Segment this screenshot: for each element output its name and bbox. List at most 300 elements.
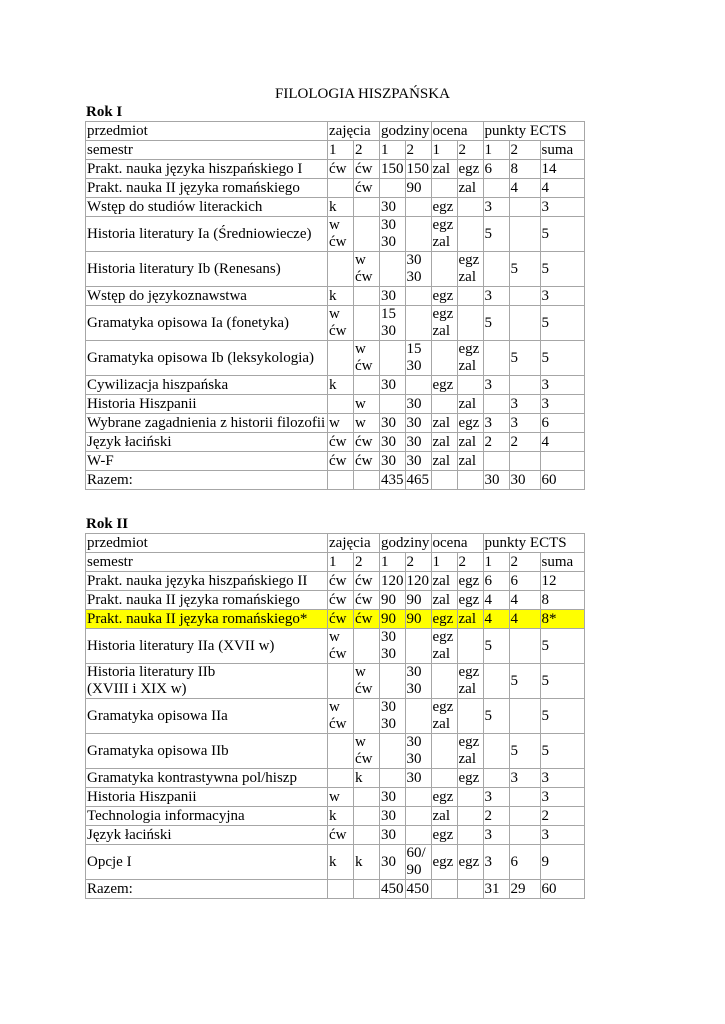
table-cell <box>483 179 509 198</box>
subject-cell: W-F <box>86 452 328 471</box>
subject-cell: Prakt. nauka II języka romańskiego <box>86 591 328 610</box>
table-cell <box>328 217 354 252</box>
table-cell: 5 <box>509 341 540 376</box>
cell-line: egz <box>432 217 454 233</box>
table-cell <box>483 341 509 376</box>
table-cell <box>457 826 483 845</box>
table-cell: egz <box>431 287 457 306</box>
table-cell <box>354 734 380 769</box>
cell-line: 30 <box>381 629 396 645</box>
table-cell: zal <box>457 610 483 629</box>
table-subheader-row <box>86 553 585 572</box>
table-cell: egz <box>457 160 483 179</box>
table-cell: 5 <box>483 629 509 664</box>
table-row <box>86 306 585 341</box>
table-cell <box>457 699 483 734</box>
table-cell <box>457 376 483 395</box>
table-cell: ćw <box>328 610 354 629</box>
table-row <box>86 376 585 395</box>
table-cell <box>483 395 509 414</box>
table-cell: zajęcia <box>328 534 380 553</box>
table-cell: egz <box>431 610 457 629</box>
subject-cell: Razem: <box>86 880 328 899</box>
table-cell: 3 <box>540 826 584 845</box>
cell-line: 30 <box>406 358 422 374</box>
subject-cell: Historia Hiszpanii <box>86 788 328 807</box>
table-cell: ćw <box>328 572 354 591</box>
table-cell <box>380 664 406 699</box>
table-cell: 5 <box>540 664 584 699</box>
table-cell <box>457 788 483 807</box>
table-cell: ćw <box>328 452 354 471</box>
table-cell: 4 <box>509 591 540 610</box>
subject-cell: Razem: <box>86 471 328 490</box>
table-cell: zal <box>431 414 457 433</box>
table-cell <box>405 252 431 287</box>
table-cell: ćw <box>354 179 380 198</box>
subject-cell: przedmiot <box>86 534 328 553</box>
table-cell: 1 <box>380 141 406 160</box>
table-cell <box>405 341 431 376</box>
table-cell: 2 <box>354 553 380 572</box>
table-cell <box>431 769 457 788</box>
table-cell: w <box>354 414 380 433</box>
table-cell <box>509 376 540 395</box>
cell-line: egz <box>458 341 480 357</box>
table-cell: 3 <box>483 788 509 807</box>
table-cell: 5 <box>540 629 584 664</box>
section-heading-year1: Rok I <box>86 104 123 120</box>
subject-cell: Gramatyka opisowa IIa <box>86 699 328 734</box>
cell-line: w <box>329 699 340 715</box>
table-cell: w <box>328 414 354 433</box>
table-cell <box>431 341 457 376</box>
table-row <box>86 664 585 699</box>
cell-line: Historia literatury IIb <box>87 664 216 680</box>
table-cell: 4 <box>509 610 540 629</box>
table-cell <box>457 880 483 899</box>
table-cell <box>328 664 354 699</box>
table-cell <box>483 769 509 788</box>
cell-line: ćw <box>355 751 373 767</box>
table-cell: k <box>328 198 354 217</box>
table-cell <box>354 807 380 826</box>
table-cell: ocena <box>431 122 483 141</box>
table-cell: 2 <box>457 141 483 160</box>
table-cell <box>431 664 457 699</box>
table-cell: k <box>328 287 354 306</box>
cell-line: w <box>329 217 340 233</box>
table-cell: 5 <box>483 306 509 341</box>
table-cell: 1 <box>431 553 457 572</box>
table-cell: 120 <box>381 572 404 589</box>
cell-line: zal <box>458 681 476 697</box>
table-row <box>86 807 585 826</box>
subject-cell: Prakt. nauka II języka romańskiego <box>86 179 328 198</box>
table-cell: 6 <box>483 160 509 179</box>
cell-line: 30 <box>381 716 396 732</box>
subject-cell: Gramatyka opisowa IIb <box>86 734 328 769</box>
cell-line: ćw <box>355 358 373 374</box>
table-row <box>86 160 585 179</box>
table-cell <box>380 395 406 414</box>
cell-line: w <box>355 734 366 750</box>
table-cell <box>380 306 406 341</box>
cell-line: zal <box>432 716 450 732</box>
subject-cell: przedmiot <box>86 122 328 141</box>
table-cell: 2 <box>483 807 509 826</box>
table-cell: 30 <box>380 433 406 452</box>
table-cell: 6 <box>509 572 540 591</box>
table-cell: suma <box>540 553 584 572</box>
table-cell: 90 <box>405 179 431 198</box>
table-cell: zal <box>431 807 457 826</box>
table-cell: 6 <box>483 572 509 591</box>
table-cell <box>354 664 380 699</box>
table-cell: 5 <box>540 341 584 376</box>
table-cell: 450 <box>381 880 404 897</box>
table-cell: k <box>328 807 354 826</box>
table-cell: w <box>328 788 354 807</box>
cell-line: 30 <box>406 751 422 767</box>
cell-line: egz <box>432 699 454 715</box>
table-cell: k <box>354 769 380 788</box>
table-cell <box>483 252 509 287</box>
table-cell <box>457 252 483 287</box>
table-row <box>86 287 585 306</box>
table-cell: 4 <box>540 433 584 452</box>
table-cell: 30 <box>380 287 406 306</box>
cell-line: 30 <box>406 269 422 285</box>
table-cell: egz <box>431 376 457 395</box>
table-row <box>86 341 585 376</box>
table-cell <box>328 880 354 899</box>
table-row <box>86 452 585 471</box>
table-cell: 6 <box>509 845 540 880</box>
cell-line: w <box>355 252 366 268</box>
table-cell: zal <box>457 433 483 452</box>
table-cell: ćw <box>328 160 354 179</box>
subject-cell: semestr <box>86 553 328 572</box>
table-cell: 90 <box>380 591 406 610</box>
table-cell: 5 <box>483 217 509 252</box>
table-cell <box>380 179 406 198</box>
table-cell <box>509 217 540 252</box>
cell-line: 15 <box>381 306 396 322</box>
table-row <box>86 769 585 788</box>
subject-cell <box>86 664 328 699</box>
table-cell: egz <box>457 845 483 880</box>
table-cell: egz <box>431 198 457 217</box>
table-cell: 435 <box>381 471 404 488</box>
table-cell: punkty ECTS <box>483 122 584 141</box>
table-row <box>86 788 585 807</box>
table-cell: 3 <box>540 198 584 217</box>
table-row <box>86 395 585 414</box>
table-row <box>86 572 585 591</box>
table-cell: 30 <box>509 471 540 490</box>
cell-line: w <box>355 664 366 680</box>
table-cell: 1 <box>483 141 509 160</box>
cell-line: 30 <box>406 734 422 750</box>
table-cell <box>354 252 380 287</box>
table-cell <box>354 880 380 899</box>
table-cell: ćw <box>354 610 380 629</box>
table-cell: k <box>328 376 354 395</box>
table-cell <box>405 306 431 341</box>
subject-cell: Historia literatury Ib (Renesans) <box>86 252 328 287</box>
table-cell: 2 <box>509 433 540 452</box>
table-cell: 1 <box>328 141 354 160</box>
table-cell <box>328 629 354 664</box>
table-cell <box>540 452 584 471</box>
table-row <box>86 179 585 198</box>
table-row <box>86 826 585 845</box>
table-cell: 4 <box>509 179 540 198</box>
table-cell <box>405 287 431 306</box>
cell-line: egz <box>458 664 480 680</box>
table-cell <box>380 341 406 376</box>
table-cell: 3 <box>483 826 509 845</box>
cell-line: 30 <box>381 646 396 662</box>
table-cell: 3 <box>509 769 540 788</box>
table-cell <box>431 179 457 198</box>
table-cell <box>431 734 457 769</box>
table-cell: godziny <box>381 534 430 551</box>
table-cell: punkty ECTS <box>483 534 584 553</box>
table-cell <box>354 306 380 341</box>
table-cell <box>457 807 483 826</box>
cell-line: ćw <box>329 323 347 339</box>
table-cell: 3 <box>540 376 584 395</box>
table-cell: ćw <box>328 591 354 610</box>
table-cell: 4 <box>540 179 584 198</box>
table-cell <box>431 699 457 734</box>
subject-cell: Cywilizacja hiszpańska <box>86 376 328 395</box>
table-cell <box>328 341 354 376</box>
table-cell: 2 <box>457 553 483 572</box>
curriculum-table-year2 <box>85 533 585 899</box>
table-cell <box>380 699 406 734</box>
table-cell <box>328 769 354 788</box>
subject-cell: Opcje I <box>86 845 328 880</box>
table-cell <box>354 217 380 252</box>
table-cell: 150 <box>406 160 429 177</box>
table-cell: 31 <box>483 880 509 899</box>
table-cell: 5 <box>540 217 584 252</box>
table-cell <box>380 769 406 788</box>
table-cell: 3 <box>483 414 509 433</box>
table-cell: 3 <box>540 287 584 306</box>
cell-line: 15 <box>406 341 422 357</box>
table-cell: 2 <box>405 553 431 572</box>
table-cell: egz <box>457 572 483 591</box>
table-cell: egz <box>431 826 457 845</box>
table-cell <box>354 341 380 376</box>
subject-cell: semestr <box>86 141 328 160</box>
subject-cell: Gramatyka opisowa Ia (fonetyka) <box>86 306 328 341</box>
table-cell: 30 <box>380 198 406 217</box>
table-cell <box>405 699 431 734</box>
table-row <box>86 252 585 287</box>
table-cell <box>405 826 431 845</box>
table-cell <box>457 664 483 699</box>
table-cell: 1 <box>431 141 457 160</box>
table-cell: 120 <box>406 572 429 589</box>
table-cell: zal <box>457 395 483 414</box>
table-cell: 30 <box>380 788 406 807</box>
cell-line: 30 <box>406 252 422 268</box>
table-cell: 150 <box>381 160 404 177</box>
table-cell <box>405 217 431 252</box>
table-cell <box>509 629 540 664</box>
table-cell <box>354 471 380 490</box>
table-cell <box>457 217 483 252</box>
table-cell <box>328 179 354 198</box>
table-cell: 3 <box>540 788 584 807</box>
table-row <box>86 845 585 880</box>
table-cell: 30 <box>380 845 406 880</box>
table-cell: 3 <box>540 769 584 788</box>
table-row <box>86 433 585 452</box>
table-row <box>86 610 585 629</box>
table-cell <box>483 452 509 471</box>
table-cell <box>328 252 354 287</box>
table-cell <box>457 198 483 217</box>
table-cell: zal <box>457 452 483 471</box>
cell-line: w <box>355 341 366 357</box>
table-cell <box>354 826 380 845</box>
subject-cell: Historia literatury IIa (XVII w) <box>86 629 328 664</box>
table-cell <box>328 699 354 734</box>
cell-line: 30 <box>406 664 422 680</box>
table-cell: egz <box>457 414 483 433</box>
table-cell: 2 <box>354 141 380 160</box>
table-cell: 30 <box>483 471 509 490</box>
table-cell <box>380 217 406 252</box>
table-cell <box>380 734 406 769</box>
table-cell: 4 <box>483 591 509 610</box>
cell-line: 30 <box>381 234 396 250</box>
table-cell: ćw <box>328 826 354 845</box>
table-cell: 5 <box>540 306 584 341</box>
table-cell <box>380 629 406 664</box>
section-heading-year2: Rok II <box>86 516 129 532</box>
table-cell <box>483 734 509 769</box>
table-cell <box>483 664 509 699</box>
table-cell <box>431 880 457 899</box>
table-cell <box>431 306 457 341</box>
table-cell: egz <box>457 769 483 788</box>
table-cell: 3 <box>509 395 540 414</box>
cell-line: zal <box>458 751 476 767</box>
table-cell <box>328 734 354 769</box>
table-cell: 5 <box>540 734 584 769</box>
table-cell: 3 <box>483 287 509 306</box>
table-cell: godziny <box>381 122 430 139</box>
table-cell: zal <box>431 452 457 471</box>
table-cell: 2 <box>540 807 584 826</box>
table-cell: 2 <box>509 553 540 572</box>
table-cell: 8 <box>540 591 584 610</box>
table-cell <box>509 287 540 306</box>
table-header-row <box>86 534 585 553</box>
subject-cell: Prakt. nauka języka hiszpańskiego I <box>86 160 328 179</box>
curriculum-table-year1 <box>85 121 585 490</box>
table-cell <box>380 252 406 287</box>
table-cell: 3 <box>509 414 540 433</box>
table-cell: 30 <box>380 376 406 395</box>
table-cell: ćw <box>328 433 354 452</box>
table-cell <box>457 734 483 769</box>
table-cell: 30 <box>405 452 431 471</box>
table-cell: 8 <box>509 160 540 179</box>
table-cell: 3 <box>483 376 509 395</box>
subject-cell: Gramatyka opisowa Ib (leksykologia) <box>86 341 328 376</box>
table-cell <box>431 395 457 414</box>
table-cell: 29 <box>509 880 540 899</box>
table-row <box>86 217 585 252</box>
table-subheader-row <box>86 141 585 160</box>
table-cell: 30 <box>405 395 431 414</box>
subject-cell: Wstęp do studiów literackich <box>86 198 328 217</box>
table-cell: ćw <box>354 572 380 591</box>
table-cell: 90 <box>405 591 431 610</box>
cell-line: 30 <box>381 699 396 715</box>
table-cell: ćw <box>354 452 380 471</box>
table-cell: egz <box>457 591 483 610</box>
table-cell <box>431 471 457 490</box>
table-cell: w <box>354 395 380 414</box>
table-cell: zajęcia <box>328 122 380 141</box>
cell-line: 30 <box>381 217 396 233</box>
cell-line: zal <box>432 646 450 662</box>
table-cell <box>509 826 540 845</box>
table-cell: 1 <box>380 553 406 572</box>
subject-cell: Gramatyka kontrastywna pol/hiszp <box>86 769 328 788</box>
table-cell <box>431 629 457 664</box>
table-cell <box>457 629 483 664</box>
document-title: FILOLOGIA HISZPAŃSKA <box>275 86 450 102</box>
cell-line: zal <box>432 323 450 339</box>
cell-line: egz <box>432 306 454 322</box>
table-cell <box>509 699 540 734</box>
cell-line: ćw <box>329 234 347 250</box>
table-row <box>86 198 585 217</box>
table-cell: 4 <box>483 610 509 629</box>
table-cell: 30 <box>405 414 431 433</box>
table-cell: 30 <box>405 769 431 788</box>
table-cell: 2 <box>405 141 431 160</box>
cell-line: zal <box>432 234 450 250</box>
table-row <box>86 629 585 664</box>
table-cell <box>405 198 431 217</box>
table-cell <box>405 629 431 664</box>
table-cell <box>405 734 431 769</box>
table-cell: 3 <box>483 198 509 217</box>
subject-cell: Wstęp do językoznawstwa <box>86 287 328 306</box>
table-cell <box>405 845 431 880</box>
table-cell <box>405 807 431 826</box>
table-cell <box>457 306 483 341</box>
table-cell: k <box>328 845 354 880</box>
table-cell: 5 <box>509 252 540 287</box>
table-cell: 2 <box>483 433 509 452</box>
table-cell <box>509 198 540 217</box>
table-cell: 9 <box>540 845 584 880</box>
table-cell <box>354 376 380 395</box>
table-cell: 6 <box>540 414 584 433</box>
